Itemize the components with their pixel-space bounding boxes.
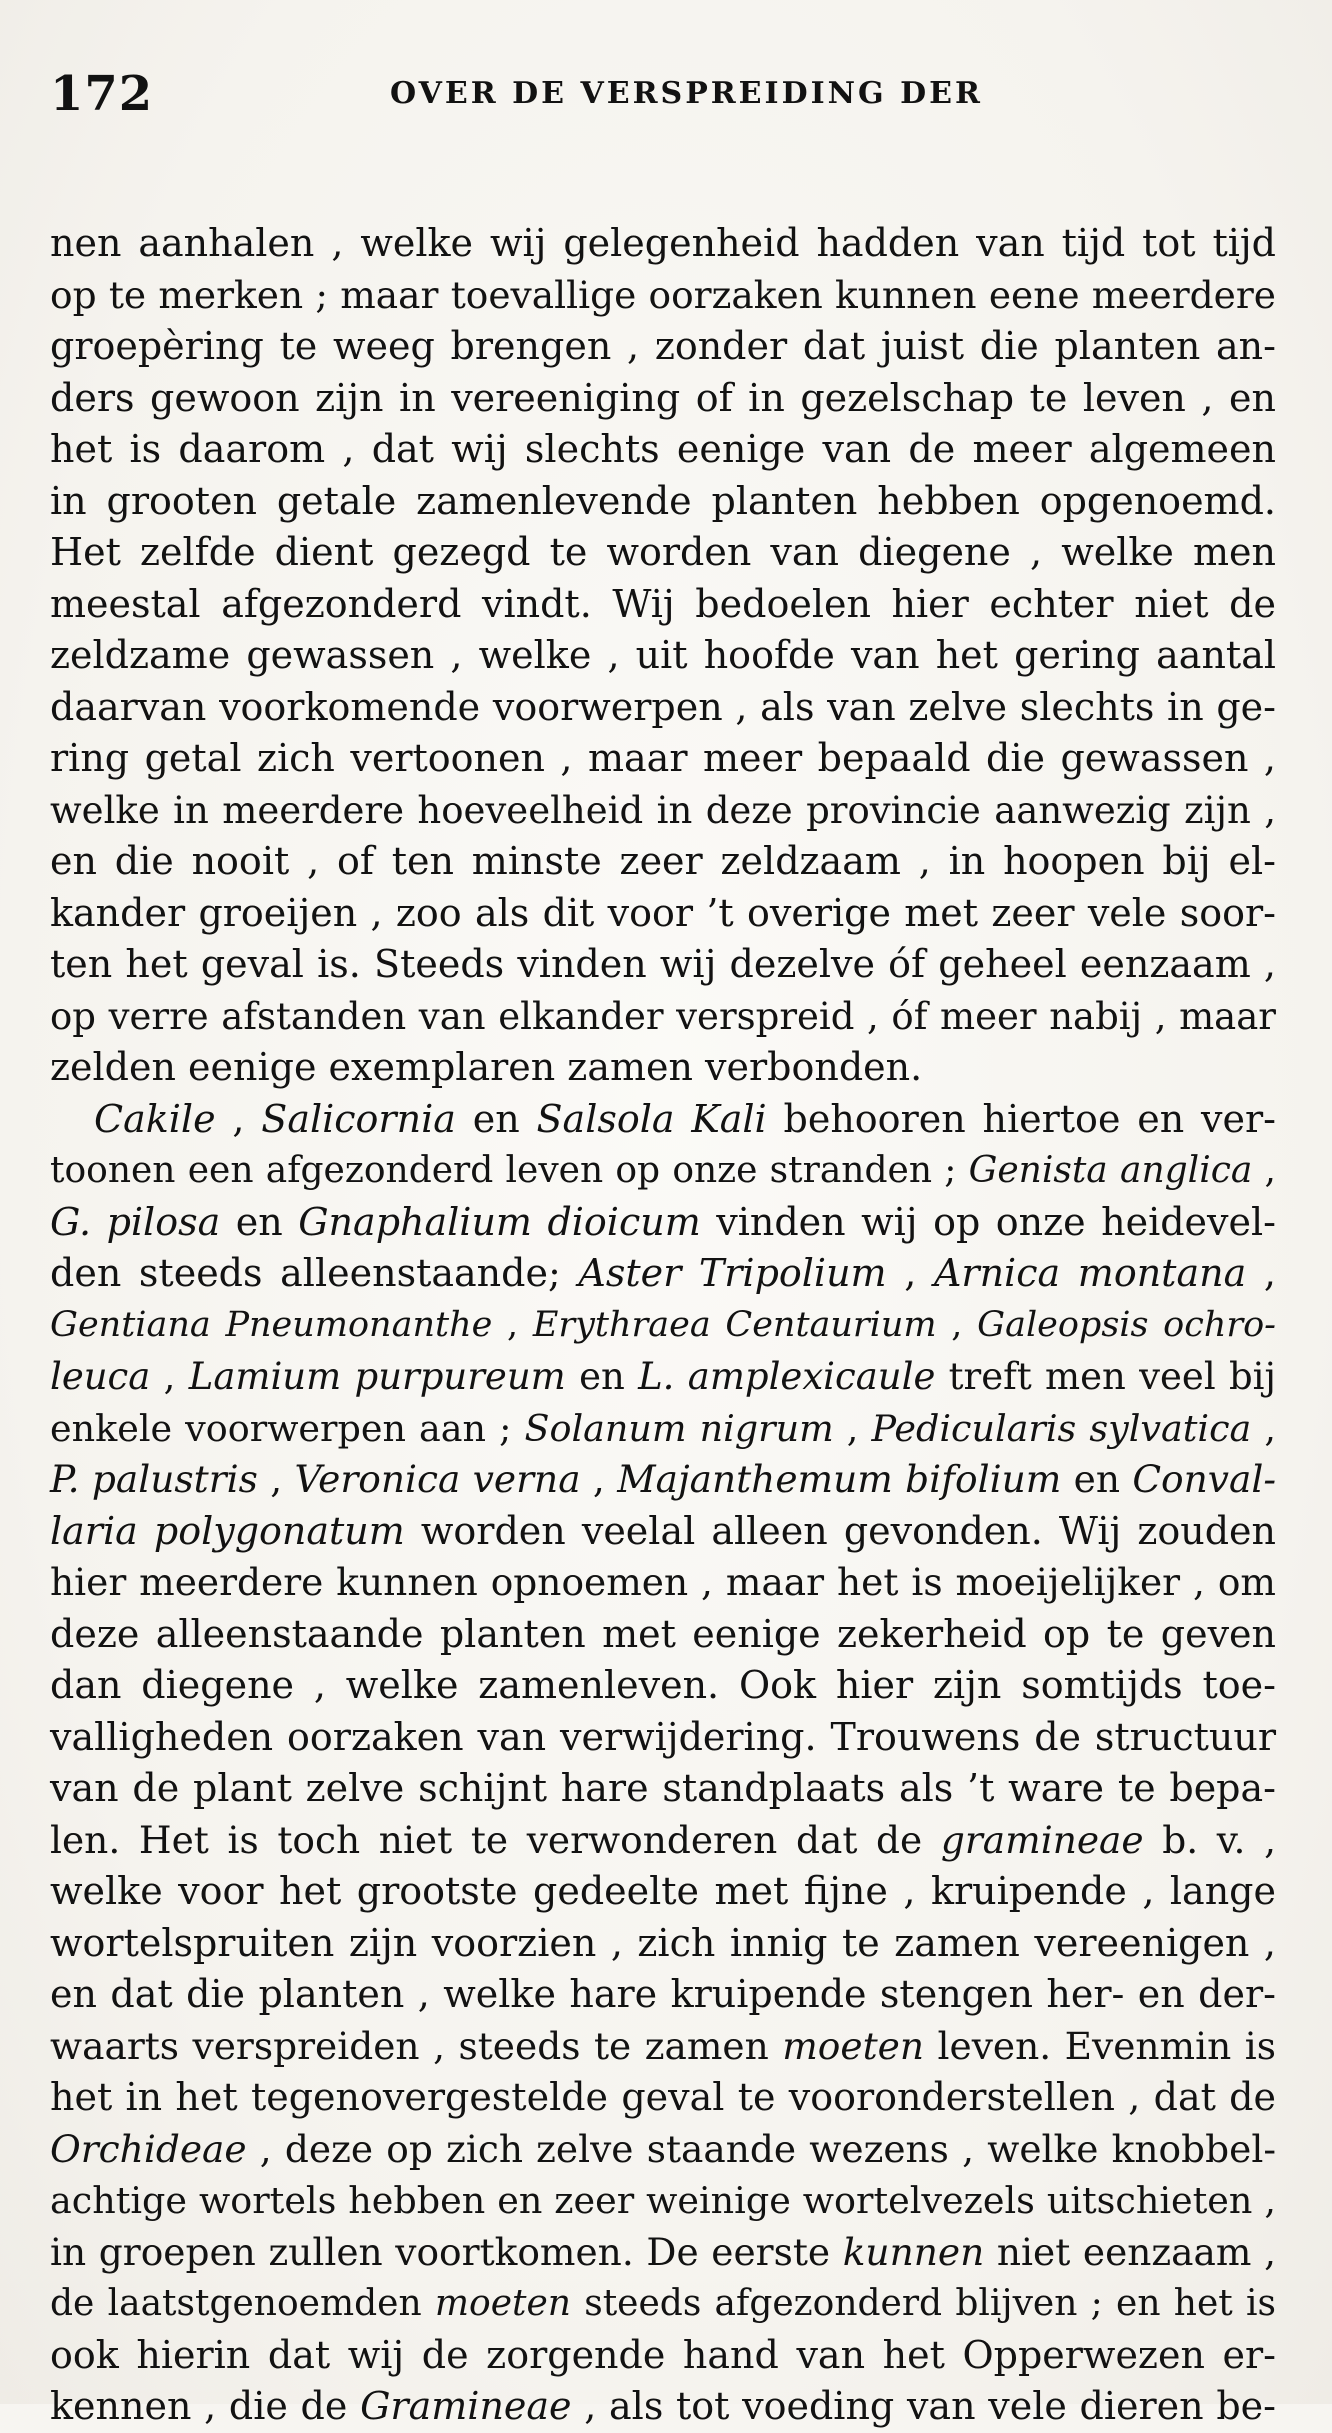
text-line: [50, 1557, 1276, 1609]
italic-text-segment: Majanthemum bifolium: [617, 1457, 1062, 1501]
text-segment: ,: [257, 1457, 295, 1501]
text-line: [50, 1300, 1276, 1352]
running-head-title: OVER DE VERSPREIDING DER: [390, 76, 983, 111]
text-segment: ,: [1252, 1150, 1276, 1191]
page-number: 172: [50, 66, 154, 122]
text-line: [50, 630, 1276, 682]
text-segment: ,: [150, 1355, 189, 1398]
text-line: [50, 1969, 1276, 2021]
text-segment: hier meerdere kunnen opnoemen , maar het is moeijelijker , om: [50, 1560, 1276, 1604]
text-line: [50, 1403, 1276, 1455]
text-line: [50, 2124, 1276, 2176]
text-segment: daarvan voorkomende voorwerpen , als van zelve slechts in ge-: [50, 684, 1276, 729]
text-line: [50, 1248, 1276, 1300]
text-segment: steeds afgezonderd blijven ; en het is: [570, 2283, 1276, 2324]
text-segment: enkele voorwerpen aan ;: [50, 1406, 525, 1450]
text-segment: ,: [215, 1096, 262, 1141]
text-line: [50, 682, 1276, 734]
text-segment: kennen , die de: [50, 2384, 361, 2428]
italic-text-segment: leuca: [50, 1355, 151, 1398]
text-segment: op te merken ; maar toevallige oorzaken kunnen eene meerdere: [50, 272, 1276, 317]
text-segment: niet eenzaam ,: [984, 2229, 1276, 2274]
italic-text-segment: Orchideae: [50, 2126, 247, 2171]
text-line: [50, 1197, 1276, 1249]
italic-text-segment: Arnica montana: [933, 1251, 1247, 1295]
text-segment: waarts verspreiden , steeds te zamen: [50, 2023, 783, 2068]
text-line: [50, 1918, 1276, 1970]
text-line: [50, 2227, 1276, 2279]
text-segment: meestal afgezonderd vindt. Wij bedoelen hier echter niet de: [50, 581, 1276, 626]
text-line: [50, 373, 1276, 425]
text-line: [50, 991, 1276, 1043]
text-segment: toonen een afgezonderd leven op onze stranden ;: [50, 1150, 969, 1191]
text-line: [50, 1042, 1276, 1094]
text-segment: leven. Evenmin is: [924, 2023, 1276, 2068]
italic-text-segment: Veronica verna: [294, 1457, 581, 1501]
text-segment: zelden eenige exemplaren zamen verbonden.: [50, 1045, 923, 1089]
text-segment: Het zelfde dient gezegd te worden van diegene , welke men: [50, 530, 1276, 574]
text-segment: dan diegene , welke zamenleven. Ook hier zijn somtijds toe-: [50, 1663, 1276, 1707]
italic-text-segment: laria polygonatum: [50, 1508, 405, 1553]
italic-text-segment: G. pilosa: [50, 1199, 221, 1244]
italic-text-segment: L. amplexicaule: [638, 1355, 936, 1398]
text-segment: ring getal zich vertoonen , maar meer bepaald die gewassen ,: [50, 736, 1276, 780]
text-segment: zeldzame gewassen , welke , uit hoofde van het gering aantal: [50, 633, 1276, 677]
text-segment: het is daarom , dat wij slechts eenige van de meer algemeen: [50, 427, 1276, 471]
text-segment: kander groeijen , zoo als dit voor ’t overige met zeer vele soor-: [50, 890, 1276, 935]
italic-text-segment: Erythraea Centaurium: [532, 1304, 937, 1345]
italic-text-segment: Lamium purpureum: [188, 1355, 566, 1398]
text-segment: den steeds alleenstaande;: [50, 1251, 579, 1295]
italic-text-segment: Salicornia: [261, 1096, 456, 1141]
text-line: [50, 1351, 1276, 1403]
text-segment: het in het tegenovergestelde geval te vooronderstellen , dat de: [50, 2075, 1276, 2119]
text-segment: vinden wij op onze heidevel-: [700, 1199, 1276, 1244]
text-line: [50, 785, 1276, 837]
text-line: [50, 1660, 1276, 1712]
text-segment: len. Het is toch niet te verwonderen dat de: [50, 1817, 941, 1862]
text-segment: nen aanhalen , welke wij gelegenheid hadden van tijd tot tijd: [50, 221, 1276, 265]
text-line: [50, 1712, 1276, 1764]
text-line: [50, 888, 1276, 940]
text-segment: op verre afstanden van elkander verspreid , óf meer nabij , maar: [50, 994, 1276, 1038]
italic-text-segment: Gramineae: [360, 2384, 572, 2428]
text-line: [50, 2278, 1276, 2330]
text-line: [50, 2175, 1276, 2227]
text-segment: in groepen zullen voortkomen. De eerste: [50, 2229, 843, 2274]
text-line: [50, 1609, 1276, 1661]
text-segment: ,: [886, 1251, 934, 1295]
text-segment: en: [1061, 1457, 1133, 1501]
text-segment: treft men veel bij: [935, 1355, 1276, 1398]
text-segment: ,: [1246, 1251, 1276, 1295]
text-segment: ,: [492, 1304, 533, 1345]
italic-text-segment: moeten: [434, 2283, 571, 2324]
text-segment: valligheden oorzaken van verwijdering. Trouwens de structuur: [50, 1714, 1276, 1759]
text-line: [50, 321, 1276, 373]
text-segment: achtige wortels hebben en zeer weinige wortelvezels uitschieten ,: [50, 2179, 1276, 2222]
italic-text-segment: kunnen: [842, 2229, 985, 2274]
text-line: [50, 1866, 1276, 1918]
text-segment: deze alleenstaande planten met eenige zekerheid op te geven: [50, 1611, 1276, 1656]
italic-text-segment: Galeopsis ochro-: [977, 1304, 1276, 1345]
text-segment: de laatstgenoemden: [50, 2283, 435, 2324]
text-line: [50, 527, 1276, 579]
text-line: [50, 733, 1276, 785]
text-segment: en dat die planten , welke hare kruipende stengen her- en der-: [50, 1972, 1276, 2016]
text-segment: en die nooit , of ten minste zeer zeldzaam , in hoopen bij el-: [50, 839, 1276, 883]
text-line: [50, 939, 1276, 991]
text-segment: wortelspruiten zijn voorzien , zich innig te zamen vereenigen ,: [50, 1920, 1276, 1965]
text-segment: in grooten getale zamenlevende planten hebben opgenoemd.: [50, 478, 1276, 523]
text-segment: van de plant zelve schijnt hare standplaats als ’t ware te bepa-: [50, 1766, 1276, 1810]
text-line: [50, 218, 1276, 270]
text-segment: en: [455, 1096, 537, 1141]
text-segment: groepèring te weeg brengen , zonder dat juist die planten an-: [50, 324, 1276, 368]
text-segment: ,: [1251, 1406, 1276, 1450]
body-text: [50, 218, 1276, 2433]
text-line: [50, 270, 1276, 322]
italic-text-segment: gramineae: [940, 1817, 1144, 1862]
text-line: [50, 2072, 1276, 2124]
text-line: [50, 1763, 1276, 1815]
text-line: [50, 1454, 1276, 1506]
italic-text-segment: Cakile: [94, 1096, 216, 1141]
italic-text-segment: Solanum nigrum: [524, 1406, 834, 1450]
text-line: [50, 579, 1276, 631]
text-line: [50, 2330, 1276, 2382]
text-segment: en: [220, 1199, 299, 1244]
italic-text-segment: Gentiana Pneumonanthe: [50, 1304, 493, 1345]
text-line: [50, 836, 1276, 888]
text-segment: worden veelal alleen gevonden. Wij zouden: [404, 1508, 1276, 1553]
text-line: [50, 2021, 1276, 2073]
italic-text-segment: Gnaphalium dioicum: [298, 1199, 701, 1244]
text-segment: b. v. ,: [1143, 1817, 1276, 1862]
text-segment: ten het geval is. Steeds vinden wij dezelve óf geheel eenzaam ,: [50, 942, 1276, 986]
italic-text-segment: Salsola Kali: [536, 1096, 767, 1141]
italic-text-segment: moeten: [782, 2023, 924, 2068]
text-segment: , als tot voeding van vele dieren be-: [571, 2384, 1276, 2428]
text-line: [50, 1094, 1276, 1146]
text-line: [50, 424, 1276, 476]
text-segment: ook hierin dat wij de zorgende hand van het Opperwezen er-: [50, 2332, 1276, 2377]
text-segment: ,: [833, 1406, 872, 1450]
text-line: [50, 2381, 1276, 2433]
text-line: [50, 1815, 1276, 1867]
italic-text-segment: Pedicularis sylvatica: [871, 1406, 1252, 1450]
running-head: [50, 58, 1276, 126]
italic-text-segment: Genista anglica: [968, 1150, 1253, 1191]
text-segment: , deze op zich zelve staande wezens , welke knobbel-: [246, 2126, 1276, 2171]
italic-text-segment: Aster Tripolium: [578, 1251, 887, 1295]
text-line: [50, 1506, 1276, 1558]
text-segment: behooren hiertoe en ver-: [766, 1096, 1276, 1141]
text-segment: en: [565, 1355, 639, 1398]
text-segment: welke in meerdere hoeveelheid in deze provincie aanwezig zijn ,: [50, 788, 1276, 832]
text-segment: ders gewoon zijn in vereeniging of in gezelschap te leven , en: [50, 375, 1276, 420]
italic-text-segment: Conval-: [1132, 1457, 1276, 1501]
text-segment: welke voor het grootste gedeelte met fijne , kruipende , lange: [50, 1869, 1276, 1913]
text-segment: ,: [936, 1304, 978, 1345]
text-segment: ,: [580, 1457, 618, 1501]
italic-text-segment: P. palustris: [50, 1457, 258, 1501]
text-line: [50, 476, 1276, 528]
text-line: [50, 1145, 1276, 1197]
